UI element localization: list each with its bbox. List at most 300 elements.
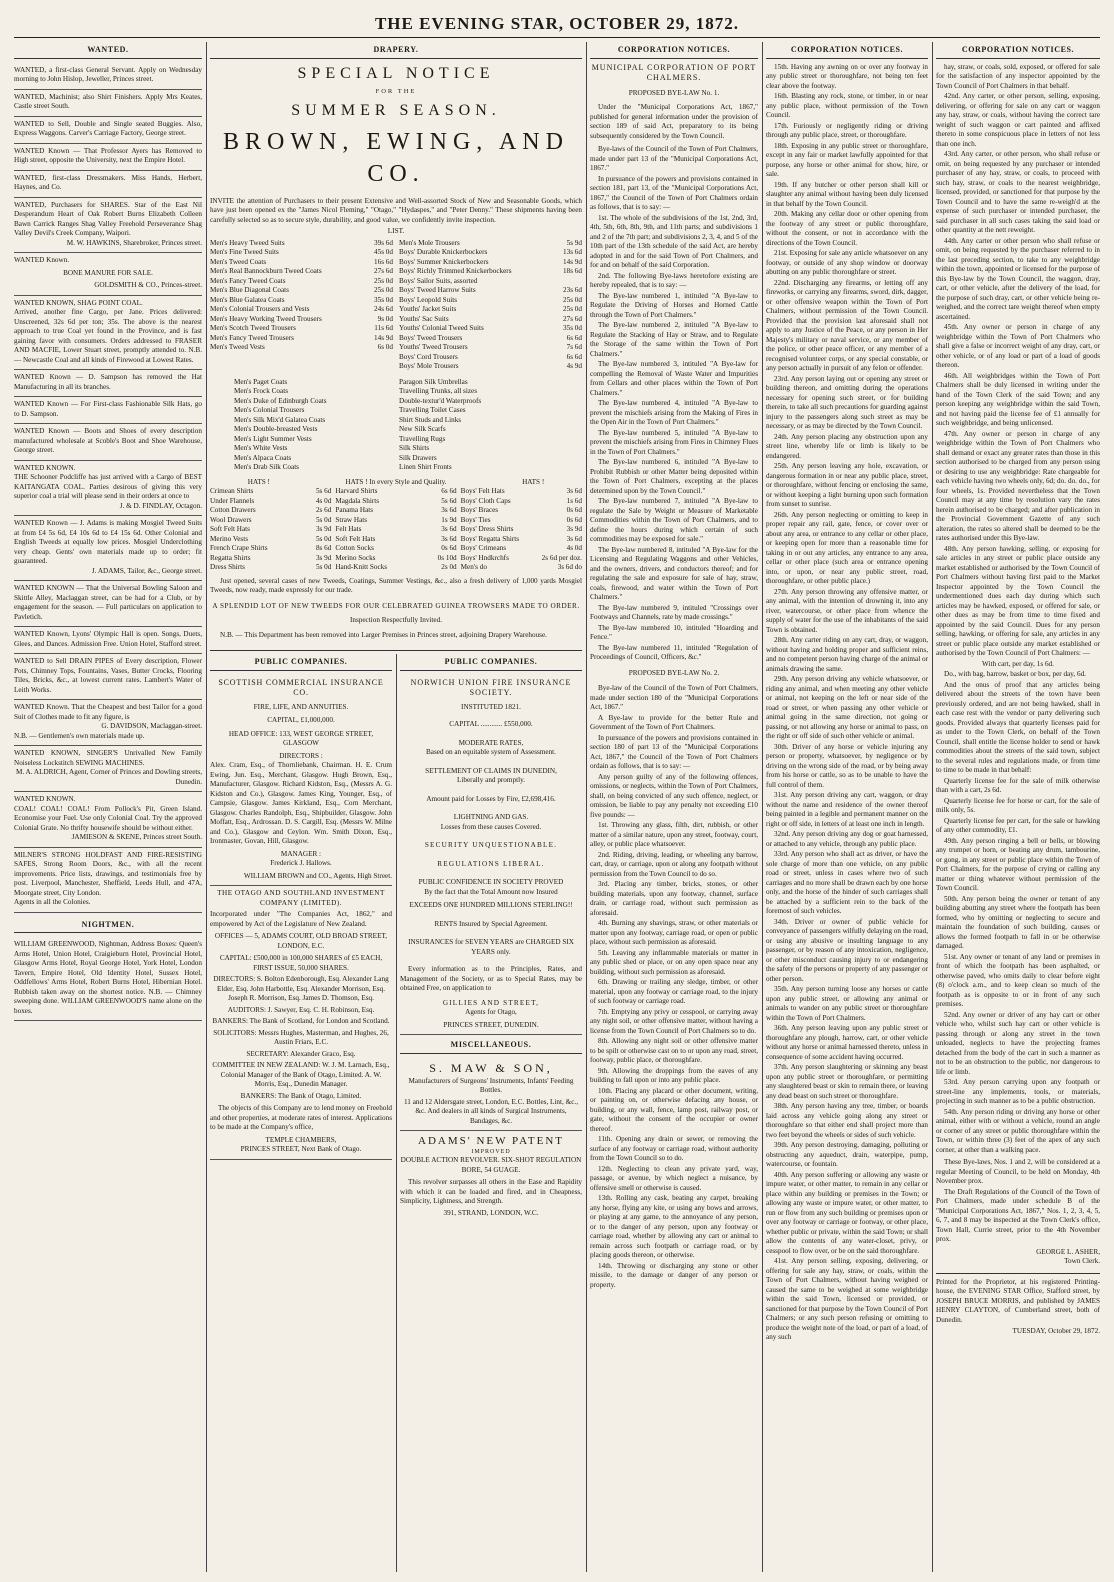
bylaw2-c2-p15: 29th. Any person driving any vehicle whatsoever, or riding any animal, and when meeting any other vehicle or animal, not keeping on the left or near side of the road or street, or when passing any other vehicle or animal going in the same direction, not going or passing, or not allowing any horse or animal to pass, on the right or off side of such other vehicle or animal. [766,675,928,741]
price-row [399,296,582,306]
goods-item: Men's Paget Coats [234,377,288,386]
bylaw-proposed-2: PROPOSED BYE-LAW No. 2. [628,668,720,677]
wanted-ad [14,296,202,371]
nightmen-ad-text: WILLIAM GREENWOOD, Nightman, Address Boxes: Queen's Arms Hotel, Union Hotel, Craigieburn Hotel, Provincial Hotel, Glasgow Arms Hotel, Royal George Hotel, York Hotel, London Tavern, Empire Hotel, Old Identity Hotel, Sussex Hotel, Oddfellows' Arms Hotel, Robert Burns Hotel, Hibernian Hotel. Rubbish taken away on the shortest notice. N.B. — Chimney sweeping done. WILLIAM GREENWOOD'S name alone on the boxes. [14,940,202,1015]
wanted-ad-text: WANTED Known. That the Cheapest and best Tailor for a good Suit of Clothes made to fit any figure, is [14,703,202,721]
price-row-item: Youths' Tweed Trousers [399,343,468,352]
hats-column-3 [461,487,582,573]
bylaw2-c3-p17: 51st. Any owner or tenant of any land or premises in front of which the footpath has been asphalted, or otherwise paved, who omits daily to clear before eight (8) o'clock a.m., and to keep clean so much of the footpath as is opposite to or in front of any such premises. [936,952,1100,1009]
norwich-union-ad [400,675,582,1036]
price-row-item: Men's Fine Tweed Suits [210,248,279,257]
drapery-goods-right [399,378,558,473]
norwich-exceeds: EXCEEDS ONE HUNDRED MILLIONS STERLING!! [409,901,573,910]
scottish-sub: FIRE, LIFE, AND ANNUITIES. [253,702,349,711]
otago-sthl-chambers: TEMPLE CHAMBERS, [265,1135,337,1144]
wanted-ad-sig: J. & D. FINDLAY, Octagon. [119,501,202,510]
section-heading-corp-1: CORPORATION NOTICES. [590,42,758,59]
hats-row-item: Boys' Hndkrchfs [460,553,509,562]
wanted-ad-sig: JAMIESON & SKENE, Princes street South. [71,833,202,842]
section-heading-public-1: PUBLIC COMPANIES. [210,654,392,671]
bylaw2-c3-p16: 50th. Any person being the owner or tenant of any building abutting any street where the footpath has been formed, who by omitting or neglecting to secure and maintain the foundation of such building, causes or allows the formed footpath to fall in or be otherwise damaged. [936,894,1100,951]
bylaw2-p9: 7th. Emptying any privy or cesspool, or carrying away any night soil, or other offensive matter, without having a license from the Town Council of Port Chalmers so to do. [590,1007,758,1035]
hats-row [335,535,456,545]
adams-title: ADAMS' NEW PATENT [418,1135,564,1148]
wanted-ad-text: WANTED Known. [14,256,70,265]
bylaw2-c2-p17: 31st. Any person driving any cart, waggon, or dray without the name and residence of the owner thereof being painted in a legible and permanent manner on the right or off side, in letters of at least one inch in length. [766,791,928,828]
bylaw2-c2-p25: 39th. Any person destroying, damaging, polluting or obstructing any aqueduct, drain, waterpipe, pump, watercourse, or fountain. [766,1141,928,1169]
price-row-item: Men's Blue Galatea Coats [210,295,285,304]
hats-row-price: 1s 6d [566,496,582,505]
bylaw2-c3-p20: 54th. Any person riding or driving any horse or other animal, either with or without a vehicle, round an angle or corner of any street or public thoroughfare within the Town, or within three (3) feet of the apex of any such corner, at other than a walking pace. [936,1107,1100,1154]
bylaw-p12: The Bye-law numbered 9, intituled "Crossings over Footways and Channels, rate by made crossings." [590,603,758,622]
wanted-ad-text: WANTED, Machinist; also Shirt Finishers. Apply Mrs Keates, Castle street South. [14,92,202,111]
wanted-ad-text: WANTED to Sell, Double and Single seated Buggies. Also, Express Waggons. Carver's Carriage Factory, George street. [14,119,202,138]
bylaw2-preamble: Bye-law of the Council of the Town of Port Chalmers, made under section 180 of the "Municipal Corporations Act, 1867." [590,684,758,712]
wanted-ad-text: WANTED KNOWN. [14,795,76,804]
price-row [210,277,393,287]
hats-column-2 [335,487,456,573]
price-row [399,248,582,258]
hats-row-price: 2s 6d [315,506,332,515]
hats-row [210,525,331,535]
price-row-item: Men's Real Bannockburn Tweed Coats [210,267,322,276]
hats-row-price: 4s 0d [315,496,332,505]
bylaw2-c3-p19: 53rd. Any person carrying upon any footpath or street-line any implements, tools, or materials, projecting in such manner as to be a public obstruction. [936,1078,1100,1106]
price-row-price: 45s 0d [374,248,393,257]
scottish-directors: Alex. Cram, Esq., of Thornliebank, Chairman. H. E. Crum Ewing, Jun. Esq., Merchant, Glasgow. Hugh Brown, Esq., Manufacturer, Glasgow. Richard Kidston, Esq., (Messrs A. G. Kidston and Co.), Glasgow. James King, Younger, Esq., of Campsie, Glasgow. James Kirkland, Esq., Corn Merchant, Glasgow. Charles Randolph, Esq., Shipbuilder, Glasgow. John Moffatt, Esq., Ardrossan. D. S. Cargill, Esq. (Messrs W. Milne and Co.), Glasgow and Ceylon. Wm. Smith Dixon, Esq., Ironmaster, Govan, Hill, Glasgow. [210,761,392,846]
otago-sthl-bankers: BANKERS: The Bank of Scotland, for London and Scotland. [212,1017,390,1026]
wanted-ad [14,746,202,792]
price-row-price: 16s 6d [374,257,393,266]
bylaw2-p1: In pursuance of the powers and provisions contained in section 180 of part 13 of the "Municipal Corporations Act, 1867," the Council of the Town of Port Chalmers ordain as follows, that is to say: — [590,733,758,771]
price-row-item: Men's Blue Diagonal Coats [210,286,289,295]
wanted-ad-sig: J. ADAMS, Tailor, &c., George street. [91,566,202,575]
bylaw2-c2-p6: 20th. Making any cellar door or other opening from the footway of any street or public thoroughfare, without the consent, or not in accordance with the directions of the Town Council. [766,210,928,247]
scottish-insurance-ad [210,675,392,887]
masthead-rule [14,37,1100,38]
price-row-price: 25s 0d [374,286,393,295]
goods-item: Travelling Trunks, all sizes [399,387,478,396]
price-row-item: Men's Tweed Coats [210,257,267,266]
price-row-item: Youths' Jacket Suits [399,305,457,314]
hats-row-item: Crimean Shirts [210,487,254,496]
price-row-item: Boys' Leopold Suits [399,295,458,304]
price-row-price: 23s 6d [563,286,582,295]
goods-item: Men's Silk Mix'd Galatea Coats [234,415,326,424]
otago-sthl-address: PRINCES STREET, Next Bank of Otago. [240,1145,362,1154]
wanted-ad-note: N.B. — Gentlemen's own materials made up. [14,731,145,740]
column-corporation-2 [766,42,928,1572]
bylaw2-p13: 11th. Opening any drain or sewer, or removing the surface of any footway or carriage road, without authority from the Town Council so to do. [590,1135,758,1163]
column-wanted [14,42,202,1572]
price-row [210,258,393,268]
bylaw2-c2-p10: 24th. Any person placing any obstruction upon any street line, whereby life or limb is likely to be endangered. [766,432,928,460]
price-row [399,286,582,296]
norwich-rents: RENTS Insured by Special Agreement. [434,919,548,928]
wanted-ad [14,792,202,848]
bylaw2-c3-p5: 45th. Any owner or person in charge of any weighbridge within the Town of Port Chalmers who shall give a false or incorrect weight of any dray, cart, or other vehicle, or of any load or part of a load of goods thereon. [936,323,1100,370]
hats-row-item: Boys' Crimeans [460,544,507,553]
hats-row [335,516,456,526]
column-corporation-1 [590,42,758,1572]
hats-row [210,535,331,545]
hats-row [335,497,456,507]
bylaw-under: Under the "Municipal Corporations Act, 1867," published for general information under the provision of section 189 of said Act, preparatory to its being subsequently considered by the Town Council. [590,103,758,140]
column-public-companies-2 [400,654,582,1572]
price-row [210,324,393,334]
bylaw2-c2-p2: 16th. Blasting any rock, stone, or timber, in or near any public place, without permission of the Town Council. [766,92,928,120]
drapery-intro: INVITE the attention of Purchasers to their present Extensive and Well-assorted Stock of New and Seasonable Goods, which have just been opened ex the "James Nicol Fleming," "Otago," "Hydaspes," and "Peter Denny." These shipments having been carefully selected so as to secure style, durability, and good value, we confidently invite inspection. [210,196,582,224]
column-drapery [210,42,582,647]
bylaw-p8: The Bye-law numbered 5, intituled "A Bye-law to prevent the mischiefs arising from Fires in Chimney Flues in the Town of Port Chalmers." [590,428,758,456]
price-row-price: 6s 6d [566,333,582,342]
wanted-ad [14,90,202,117]
bylaw2-c3-p2: 42nd. Any carter, or other person, selling, exposing, delivering, or offering for sale on any cart or waggon any hay, straw, or coals, without having the correct tare weight of such waggon or cart painted and affixed thereto in some conspicuous place in letters of not less than one inch. [936,92,1100,148]
price-row-item: Boys' Durable Knickerbockers [399,248,488,257]
drapery-firm-name-2 [210,646,582,647]
bylaw2-p11: 9th. Allowing the droppings from the eaves of any building to fall upon or into any public place. [590,1066,758,1085]
hats-row [461,497,582,507]
hats-row-price: 3s 6d [441,525,457,534]
bylaw2-c3-p21: These Bye-laws, Nos. 1 and 2, will be considered at a regular Meeting of Council, to be held on Monday, 4th November prox. [936,1158,1100,1186]
column-divider [396,654,397,1572]
hats-price-table [210,487,582,573]
bylaw2-p3: 1st. Throwing any glass, filth, dirt, rubbish, or other matter of a similar nature, upon any street, footway, court, alley, or public place whatsoever. [590,821,758,849]
bylaw-title: MUNICIPAL CORPORATION OF PORT CHALMERS. [591,62,757,83]
hats-row [461,535,582,545]
wanted-ad [14,654,202,700]
hats-row-price: 4s 0d [566,544,582,553]
price-row [399,267,582,277]
price-row-price: 7s 6d [566,343,582,352]
bylaw2-c3-p9: With cart, per day, 1s 6d. [982,659,1054,668]
bylaw-preamble: Bye-laws of the Council of the Town of Port Chalmers, made under part 13 of the "Municipal Corporations Act, 1867." [590,145,758,173]
bylaw2-p14: 12th. Neglecting to clean any private yard, way, passage, or avenue, by which neglect a nuisance, by offensive smell or otherwise is caused. [590,1164,758,1192]
norwich-agents-sub: Agents for Otago, [465,1008,517,1017]
hats-row-price: 5s 0d [315,563,332,572]
bylaw2-p16: 14th. Throwing or discharging any stone or other missile, to the damage or danger of any person or property. [590,1261,758,1289]
goods-item: New Silk Scarfs [399,425,446,434]
hats-row [461,525,582,535]
bylaw2-c2-p16: 30th. Driver of any horse or vehicle injuring any person or property, whatsoever, by negligence or by driving on the wrong side of the road, or by being away from his horse or cattle, so as to be unable to have the full control of them. [766,742,928,789]
norwich-insurances: INSURANCES for SEVEN YEARS are CHARGED SIX YEARS only. [408,938,574,956]
drapery-removed-note: N.B. — This Department has been removed into Larger Premises in Princes street, adjoining Drapery Warehouse. [220,630,547,639]
price-row-item: Boys' Sailor Suits, assorted [399,276,478,285]
bylaw2-c2-p14: 28th. Any carter riding on any cart, dray, or waggon, without having and holding proper and sufficient reins, and no competent person having charge of the animal or animals drawing the same. [766,636,928,673]
otago-sthl-body: Incorporated under "The Companies Act, 1862," and empowered by Act of the Legislature of New Zealand. [210,910,392,928]
price-row [399,305,582,315]
bylaw2-c3-p13: Quarterly license fee for horse or cart, for the sale of milk only, 5s. [936,796,1100,815]
norwich-settlement: SETTLEMENT OF CLAIMS IN DUNEDIN, [425,766,557,775]
bylaw2-c3-p6: 46th. All weighbridges within the Town of Port Chalmers shall be duly licensed in writing under the hand of the Town Clerk of the said Town; and any person keeping any weighbridge within the said Town, and not having paid the license fee of £1 annually for such weighbridge, and being unlicensed. [936,371,1100,428]
bylaw2-p10: 8th. Allowing any night soil or other offensive matter to be spilt or otherwise cast on to or upon any road, street, footway, public place, or thoroughfare. [590,1037,758,1065]
hats-row-item: Boys' Dress Shirts [460,525,514,534]
price-row [210,305,393,315]
price-row-price: 24s 6d [374,305,393,314]
price-row-price: 14s 9d [563,257,582,266]
bylaw2-c2-p20: 34th. Driver or owner of public vehicle for conveyance of passengers wilfully delaying on the road, or using any abusive or insulting language to any passenger, or by reason of any intoxication, negligence, or other misconduct causing injury to or endangering the safety of the persons or property of any passenger or other person. [766,917,928,983]
drapery-season: SUMMER SEASON. [291,102,501,120]
goods-item: Men's Double-breasted Vests [234,425,318,434]
hats-row [335,554,456,564]
bylaw2-c2-p22: 36th. Any person leaving upon any public street or thoroughfare any plough, harrow, cart, or other vehicle without any horse or animal harnessed thereto, unless in consequence of some accident having occurred. [766,1024,928,1061]
price-row-price: 35s 0d [563,324,582,333]
drapery-goods-left [234,378,393,473]
bylaw-p7: The Bye-law numbered 4, intituled "A Bye-law to prevent the mischiefs arising from the Making of Fires in the Open Air in the Town of Port Chalmers." [590,399,758,427]
adams-sub: DOUBLE ACTION REVOLVER. SIX-SHOT REGULATION BORE, 54 GUAGE. [400,1156,582,1174]
otago-sthl-objects: The objects of this Company are to lend money on Freehold and other properties, at moderate rates of interest. Applications to be made at the Company's office, [210,1104,392,1132]
hats-row [461,487,582,497]
hats-row-price: 5s 6d [315,487,332,496]
hats-row-price: 6s 6d [441,487,457,496]
hats-row-price: 0s 6d [566,515,582,524]
drapery-list-label: LIST. [387,227,405,236]
price-row-price: 35s 0d [374,295,393,304]
otago-southland-ad [210,886,392,1160]
bylaw2-p4: 2nd. Riding, driving, leading, or wheeling any barrow, cart, dray, or carriage, upon or along any footpath without permission from the Town Council to do so. [590,850,758,878]
bylaw2-c2-p1: 15th. Having any awning on or over any footway in any public street or thoroughfare, not being ten feet clear above the footway. [766,62,928,90]
section-heading-wanted: WANTED. [14,42,202,59]
bylaw-p11: The Bye-law numbered 8, intituled "A Bye-law for the Licensing and Regulating Waggons and other Vehicles, and the owners, drivers, and conductors thereof; and for regulating the sale and exposure for sale of hay, straw, coals, firewood, and water within the Town of Port Chalmers." [590,545,758,602]
hats-row-price: 3s 9d [315,525,332,534]
scottish-directors-label: DIRECTORS : [279,751,323,760]
otago-sthl-committee: COMMITTEE IN NEW ZEALAND: W. J. M. Larnach, Esq., Colonial Manager of the Bank of Otago, Limited. A. W. Morris, Esq., Dunedin Manager. [212,1061,390,1089]
norwich-settlement-sub: Liberally and promptly. [457,776,525,785]
hats-row-item: Soft Felt Hats [335,534,376,543]
wanted-ad-note: Agents in all the Colonies. [14,898,91,907]
bylaw2-c2-p8: 22nd. Discharging any firearms, or letting off any fireworks, or carrying any firearms, sword, dirk, dagger, or other offensive weapon within the Town of Port Chalmers, without permission of the Town Council. Provided that the provision last aforesaid shall not apply to any Justice of the Peace, or any person in Her Majesty's military or naval service, or any member of the police, or other peace officer, or any member of a recognised volunteer corps, or any special constable, or any person actually in pursuit of any felon or offender. [766,278,928,373]
price-row-item: Youths' Sac Suits [399,314,449,323]
otago-sthl-bankers-2: BANKERS: The Bank of Otago, Limited. [240,1091,362,1100]
hats-row-price: 3s 6d [566,534,582,543]
hats-row [461,563,582,573]
price-row-item: Boys' Tweed Harrow Suits [399,286,476,295]
masthead: THE EVENING STAR, OCTOBER 29, 1872. [374,14,740,33]
bylaw-p6: The Bye-law numbered 3, intituled "A Bye-law for compelling the Removal of Waste Water and Impurities from Cellars and other places within the Town of Port Chalmers." [590,360,758,397]
column-divider [762,42,763,1572]
wanted-ad-text: WANTED Known — Boots and Shoes of every description manufactured wholesale at Scoble's Boot and Shoe Warehouse, George street. [14,427,202,455]
bylaw2-p8: 6th. Drawing or trailing any sledge, timber, or other material, upon any footway or carriage road, to the injury of such footway or carriage road. [590,978,758,1006]
norwich-amount: Amount paid for Losses by Fire, £2,698,416. [426,794,556,803]
bylaw2-c2-p5: 19th. If any butcher or other person shall kill or slaughter any animal without having been duly licensed in that behalf by the Town Council. [766,180,928,208]
drapery-price-list [210,239,582,372]
goods-item: Paragon Silk Umbrellas [399,377,468,386]
bylaw-p3: 2nd. The following Bye-laws heretofore existing are hereby repealed, that is to say: — [590,271,758,290]
bylaw2-c2-p24: 38th. Any person having any tree, timber, or boards laid across any vehicle going along any street or thoroughfare so that either end shall project more than two feet beyond the wheels or sides of such vehicle. [766,1102,928,1139]
price-row [399,258,582,268]
bylaw2-c2-p26: 40th. Any person suffering or allowing any waste or impure water, or other matter, to remain in any cellar or place within any building or premises in the Town; or allowing any waste or impure water, or other matter, to run or flow from any such building or premises upon or over any footway or carriage or footway, or other place, whether public or private, within the said Town; or shall allow the contents of any water-closet, privy, or cesspool to flow over, or be on the said thoroughfare. [766,1170,928,1255]
drapery-for-the: FOR THE [375,87,417,95]
norwich-instituted: INSTITUTED 1821. [461,702,521,711]
bylaw2-c3-p15: 49th. Any person ringing a bell or bells, or blowing any trumpet or horn, or beating any drum, tambourine, or gong, in any street or public place within the Town of Port Chalmers, for the purpose of crying or calling any matter or thing whatever without permission of the Town Council. [936,836,1100,893]
bylaw2-c2-p4: 18th. Exposing in any public street or thoroughfare, except in any fair or market lawfully appointed for that purpose, any horse or other animal for show, hire, or sale. [766,141,928,179]
hats-row [461,516,582,526]
wanted-ad-text: MILNER'S STRONG HOLDFAST AND FIRE-RESISTING SAFES, Strong Room Doors, &c., with all the recent improvements. Price lists, drawings, and testimonials free by post. Liverpool, Manchester, Sheffield, Leeds Hull, and 47A, Moorgate street, City London. [14,850,202,897]
hats-row-item: Men's do [460,563,487,572]
bylaw2-c2-p7: 21st. Exposing for sale any article whatsoever on any footway, or outside of any shop window or doorway abutting on any public thoroughfare or street. [766,249,928,277]
hats-row-price: 3s 6d [441,534,457,543]
norwich-regulations: REGULATIONS LIBERAL. [437,859,545,868]
bylaw2-c3-p12: Quarterly license fee for the sale of milk otherwise than with a cart, 2s 6d. [936,776,1100,795]
price-row [399,353,582,363]
norwich-agents: GILLIES AND STREET, [442,998,540,1007]
price-row-item: Men's Heavy Working Tweed Trousers [210,314,322,323]
goods-item: Silk Shirts [399,444,430,453]
price-row-item: Men's Colonial Trousers and Vests [210,305,310,314]
adams-address: 391, STRAND, LONDON, W.C. [443,1208,539,1217]
goods-item: Travelling Toilet Cases [399,406,466,415]
maw-address: 11 and 12 Aldersgate street, London, E.C. Bottles, Lint, &c., &c. And dealers in all kinds of Surgical Instruments, Bandages, &c. [403,1097,578,1125]
column-corporation-3 [936,42,1100,1572]
hats-row-price: 0s 6d [566,506,582,515]
wanted-ad [14,171,202,198]
wanted-ad-sig: M. A. ALDRICH, Agent, Corner of Princes and Dowling streets, Dunedin. [15,768,202,786]
section-heading-corp-3: CORPORATION NOTICES. [936,42,1100,59]
column-public-companies-1 [210,654,392,1572]
hats-row-price: 5s 6d [441,496,457,505]
norwich-moderate: MODERATE RATES, [458,738,524,747]
imprint-date: TUESDAY, October 29, 1872. [1012,1327,1100,1336]
goods-item: Men's Drab Silk Coats [234,463,299,472]
goods-item: Shirt Studs and Links [399,415,462,424]
bylaw2-c2-p3: 17th. Furiously or negligently riding or driving through any public place, street, or thoroughfare. [766,121,928,140]
norwich-lightning-sub: Losses from these causes Covered. [440,822,542,831]
maw-ad [400,1058,582,1131]
wanted-ad-sig: M. W. HAWKINS, Sharebroker, Princes street. [66,238,202,247]
hats-row-item: Under Flannels [210,496,255,505]
price-row-price: 18s 6d [563,267,582,276]
hats-row-item: Harvard Shirts [335,487,378,496]
drapery-splendid-lot: A SPLENDID LOT OF NEW TWEEDS FOR OUR CELEBRATED GUINEA TROWSERS MADE TO ORDER. [212,601,580,610]
hats-row-item: Boys' Braces [460,506,499,515]
price-row-price: 14s 9d [374,333,393,342]
goods-item: Men's White Vests [234,444,288,453]
wanted-ad-text: WANTED KNOWN. [14,463,76,472]
price-row-price: 5s 9d [566,238,582,247]
wanted-ad [14,397,202,424]
hats-row-price: 2s 6d per doz. [541,553,582,562]
bylaw2-p12: 10th. Placing any placard or other document, writing, or painting on, or otherwise defacing any house, or building, or any wall, fence, lamp post, railway post, or gate, without the consent of the occupier or owner thereof. [590,1086,758,1133]
goods-item: Linen Shirt Fronts [399,463,452,472]
hats-heading-row [210,478,582,488]
hats-row-price: 3s 6d do [557,563,582,572]
price-row-price: 27s 6d [374,267,393,276]
drapery-list-left [210,239,393,372]
hats-row-item: Cotton Socks [335,544,374,553]
wanted-ad-text: WANTED KNOWN, SINGER'S Unrivalled New Family Noiseless Lockstitch SEWING MACHINES. [14,749,202,767]
hats-row [210,554,331,564]
scottish-capital: CAPITAL, £1,000,000. [267,716,335,725]
goods-item: Travelling Rugs [399,434,446,443]
drapery-special-notice: SPECIAL NOTICE [297,64,495,82]
price-row [399,362,582,372]
hats-label-right: HATS ! [522,477,545,486]
bylaw-p5: The Bye-law numbered 2, intituled "A Bye-law to Regulate the Stacking of Hay or Straw, and to Regulate the Storage of the same within the Town of Port Chalmers." [590,321,758,358]
hats-row-item: Panama Hats [335,506,374,515]
price-row [399,239,582,249]
bylaw2-c3-p7: 47th. Any owner or person in charge of any weighbridge within the Town of Port Chalmers who shall demand or exact any greater rates than those in this section authorised to be charged from any person using or desiring to use any weighbridge: Rate chargeable for each vehicle having two wheels only, 6d; do. do. do., for four wheels, 1s. Provided nevertheless that the Town Council may at any time by resolution vary the rates herein authorised to be charged; and after publication in the Provincial Government Gazette of any such alteration, the rates so altered shall be deemed to be the rates authorised under this Bye-law. [936,429,1100,543]
hats-row [210,497,331,507]
price-row [399,324,582,334]
hats-row [461,506,582,516]
scottish-agents: WILLIAM BROWN and CO., Agents, High Street. [243,871,392,880]
price-row-item: Men's Mole Trousers [399,238,460,247]
wanted-ad-text: WANTED KNOWN — That the Universal Bowling Saloon and Skittle Alley, Maclaggan street, can be had for a Club, or by engagement for the season. — Full particulars on application to Pavletich. [14,584,202,621]
bylaw2-c2-p18: 32nd. Any person driving any dog or goat harnessed, or attached to any vehicle, through any public place. [766,830,928,848]
hats-row [335,506,456,516]
price-row-item: Boys' Summer Knickerbockers [399,257,489,266]
bylaw2-c2-p13: 27th. Any person throwing any offensive matter, or any animal, with the intention of drowning it, into any river, watercourse, or other place from whence the supply of water for the use of the inhabitants of the said Town is obtained. [766,587,928,634]
price-row [399,277,582,287]
norwich-confidence: PUBLIC CONFIDENCE IN SOCIETY PROVED [418,878,564,887]
bylaw-p4: The Bye-law numbered 1, intituled "A Bye-law to Regulate the Driving of Horses and Horned Cattle through the Town of Port Chalmers." [590,291,758,319]
bylaw-p10: The Bye-law numbered 7, intituled "A Bye-law to regulate the Sale by Weight or Measure of Marketable Commodities within the Town of Port Chalmers, and to define the hours during which certain of such commodities may be exposed for sale." [590,497,758,544]
wanted-ad-text: WANTED Known — D. Sampson has removed the Hat Manufacturing in all its branches. [14,373,202,391]
wanted-ads-list [14,63,202,913]
goods-item: Men's Duke of Edinburgh Coats [234,396,327,405]
wanted-ad-text: WANTED KNOWN, SHAG POINT COAL. [14,298,143,307]
price-row [210,248,393,258]
otago-sthl-title: THE OTAGO AND SOUTHLAND INVESTMENT COMPANY (LIMITED). [217,889,385,907]
norwich-capital: CAPITAL ............ £550,000. [449,720,533,729]
wanted-ad-text: WANTED, a first-class General Servant. Apply on Wednesday morning to John Hislop, Jeweller, Princes street. [14,65,202,84]
wanted-ad [14,370,202,397]
column-divider [932,42,933,1572]
norwich-info: Every information as to the Principles, Rates, and Management of the Society, or as to Special Rates, may be obtained Free, on application to [400,965,582,993]
price-row-price: 39s 6d [374,238,393,247]
price-row-price: 11s 6d [374,324,393,333]
bylaw2-c3-p11: And the onus of proof that any articles being delivered about the streets of the town have been previously ordered, and are not being hawked, shall in each case rest with the vendor or party delivering such goods. Provided always that quarterly licenses paid for as under to the Town Clerk, on behalf of the Town Council, shall entitle the license holder to send or hawk commodities about the streets of the said town, subject to the several rules and regulations made, or from time to time to be made in that behalf: [936,680,1100,775]
drapery-list-right [399,239,582,372]
section-heading-misc: MISCELLANEOUS. [400,1037,582,1054]
price-row [210,286,393,296]
adams-improved: IMPROVED [471,1148,511,1155]
hats-row [461,544,582,554]
goods-item: Men's Alpaca Coats [234,453,292,462]
wanted-ad [14,253,202,296]
wanted-ad [14,198,202,254]
bylaw2-c3-p14: Quarterly license fee per cart, for the sale or hawking of any other commodity, £1. [936,816,1100,835]
wanted-ad-sig: GOLDSMITH & CO., Princes-street. [94,281,202,290]
bylaw2-c2-p23: 37th. Any person slaughtering or skinning any beast upon any public street or thoroughfare, or permitting any slaughtered beast or skin to remain there, or leaving any dead beast on such street or thoroughfare. [766,1063,928,1100]
wanted-ad [14,424,202,461]
bylaw2-c3-p4: 44th. Any carter or other person who shall refuse or omit, on being requested by the purchaser referred to in the last preceding section, to take to any weighbridge within the town, appointed or licensed for the purpose of this Bye-law by the Town Council, the waggon, dray, cart, or other vehicle, after the delivery of the load, for the purpose of such dray, cart, or other vehicle being re-weighed, and the correct tare weight thereof when empty ascertained. [936,236,1100,321]
section-heading-nightmen: NIGHTMEN. [14,917,202,934]
price-row [399,343,582,353]
price-row-price: 13s 6d [563,248,582,257]
scottish-manager: Frederick J. Hallows. [270,859,332,868]
wanted-ad [14,627,202,654]
column-divider [206,42,207,1572]
price-row-item: Men's Heavy Tweed Suits [210,238,285,247]
wanted-ad [14,461,202,517]
hats-row [210,516,331,526]
nightmen-ad [14,937,202,1021]
hats-row-price: 0s 10d [437,553,457,562]
hats-row [335,544,456,554]
hats-label-center: HATS ! In every Style and Quality. [345,477,447,486]
maw-body: Manufacturers of Surgeons' Instruments, Infants' Feeding Bottles. [408,1076,574,1095]
hats-row-price: 5s 0d [315,515,332,524]
hats-row-price: 5s 0d [315,534,332,543]
price-row-price: 25s 0d [374,276,393,285]
wanted-ad-body: COAL! COAL! COAL! From Pollock's Pit, Green Island. Economise your Fuel. Use only Colonial Coal. Try the approved Colonial Grate. No thrifty housewife should be without either. [14,804,202,832]
hats-row-price: 3s 9d [315,553,332,562]
norwich-security: SECURITY UNQUESTIONABLE. [424,841,558,850]
town-clerk-title: Town Clerk. [1064,1257,1100,1266]
hats-row-price: 3s 6d [441,506,457,515]
wanted-ad [14,848,202,913]
